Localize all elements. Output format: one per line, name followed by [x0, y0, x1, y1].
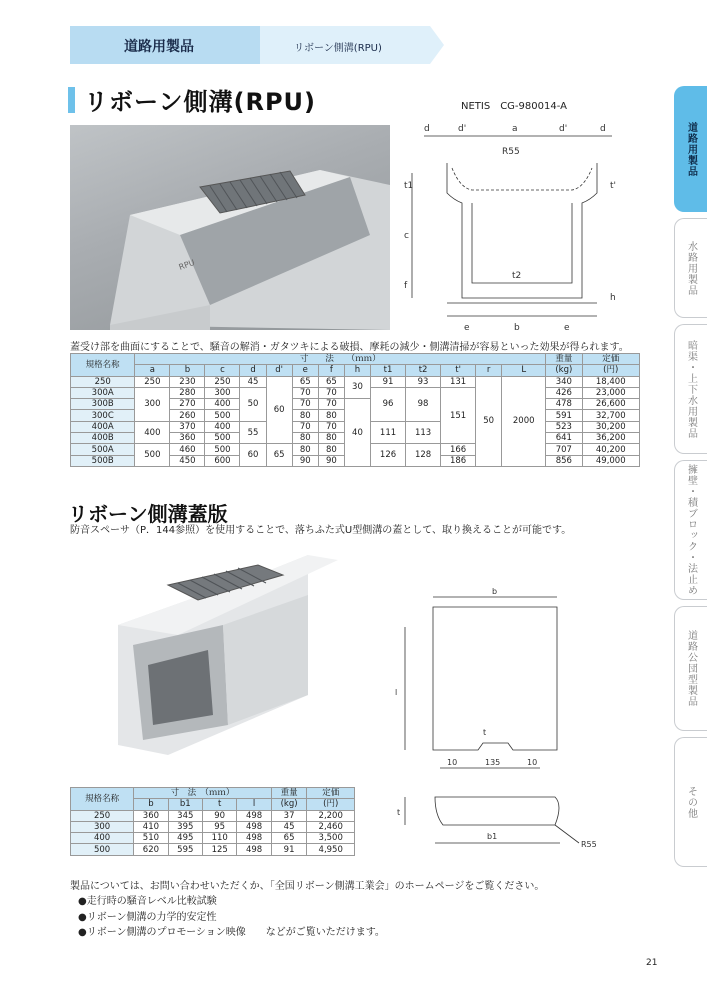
cover-description: 防音スペーサ（P．144参照）を使用することで、落ちふた式U型側溝の蓋として、取り換えることが可能です。	[70, 525, 572, 536]
netis-number: NETIS CG-980014-A	[461, 101, 567, 112]
th-price: 定価	[582, 354, 640, 365]
label-l: l	[395, 688, 398, 697]
title-accent-bar	[68, 87, 75, 113]
table-row: 500A 500 460 500 60 65 80 80 126 128 166 707 40,200	[71, 444, 640, 455]
note-intro: 製品については、お問い合わせいただくか、「全国リボーン側溝工業会」のホームページをご覧ください。	[70, 881, 545, 892]
label-d-right: d	[600, 124, 606, 134]
section-title-cover: リボーン側溝蓋版	[68, 502, 228, 526]
note-bullet: ●リボーン側溝の力学的安定性	[78, 911, 217, 923]
label-dp-right: d'	[559, 124, 568, 134]
header-subcategory: リボーン側溝(RPU)	[260, 26, 430, 64]
th-col: d	[240, 365, 266, 376]
label-t: t	[397, 808, 401, 817]
tab-others[interactable]: その他	[674, 737, 707, 867]
product-photo-rpu	[70, 125, 390, 330]
page-header	[70, 26, 430, 64]
table-row: 250 360 345 90 498 37 2,200	[71, 810, 355, 821]
table-row: 400A 400 370 400 55 70 70 111 113 523 30,200	[71, 421, 640, 432]
label-135: 135	[485, 758, 501, 767]
label-t1: t1	[404, 181, 414, 191]
th-dims: 寸 法 （ｍｍ）	[135, 354, 546, 365]
label-f: f	[404, 281, 408, 291]
label-b1: b1	[487, 832, 498, 841]
table-row: 400B 360 500 80 80 641 36,200	[71, 433, 640, 444]
cross-section-drawing	[402, 118, 640, 340]
th-col: f	[318, 365, 344, 376]
label-c: c	[404, 231, 409, 241]
table-row: 300 410 395 95 498 45 2,460	[71, 821, 355, 832]
label-t-small: t	[483, 728, 487, 737]
tab-road-products[interactable]: 道路用製品	[674, 86, 707, 212]
header-category: 道路用製品	[70, 26, 260, 64]
cover-spec-table: 規格名称 寸 法 （ｍｍ） 重量 定価 b b1 t l (kg) (円) 250 360 345 90 498 37 2,200 300 410 395 95 498 45 2,460 400 510 495 110 498 65 3,500 500 620 595 125 498 91 4,950	[70, 787, 355, 856]
label-a: a	[512, 124, 518, 134]
tab-waterway-products[interactable]: 水路用製品	[674, 218, 707, 318]
th-col: d'	[266, 365, 292, 376]
th-col: r	[476, 365, 502, 376]
th-col: c	[205, 365, 240, 376]
label-t2: t2	[512, 271, 522, 281]
th-col: L	[502, 365, 546, 376]
category-sidebar	[674, 86, 707, 873]
label-e-right: e	[564, 323, 570, 333]
product-photo-cover	[108, 545, 368, 760]
label-10-left: 10	[447, 758, 458, 767]
page-title: リボーン側溝(RPU)	[84, 88, 317, 116]
label-b: b	[514, 323, 520, 333]
cover-drawing	[395, 585, 610, 855]
rpu-description: 蓋受け部を曲面にすることで、騒音の解消・ガタツキによる破損、摩耗の減少・側溝清掃が容易といった効果が得られます。	[70, 342, 629, 353]
note-bullet: ●走行時の騒音レベル比較試験	[78, 896, 217, 908]
th-col: h	[344, 365, 370, 376]
svg-text:RPU: RPU	[177, 257, 196, 272]
note-bullet: ●リボーン側溝のプロモーション映像 などがご覧いただけます。	[78, 926, 385, 938]
table-row: 300A 300 280 300 50 70 70 96 98 151 426 23,000	[71, 387, 640, 398]
th-col: b	[170, 365, 205, 376]
th-unit-price: (円)	[582, 365, 640, 376]
th-col: t2	[406, 365, 441, 376]
tab-retaining-wall[interactable]: 擁壁・積ブロック・法止め	[674, 460, 707, 600]
label-e-left: e	[464, 323, 470, 333]
label-d-left: d	[424, 124, 430, 134]
th-col: a	[135, 365, 170, 376]
tab-public-corp-products[interactable]: 道路公団型製品	[674, 606, 707, 731]
page-number: 21	[646, 958, 658, 968]
label-r55: R55	[502, 147, 520, 157]
table-row: 300C 260 500 80 80 591 32,700	[71, 410, 640, 421]
th-col: e	[292, 365, 318, 376]
label-r55-cover: R55	[581, 840, 597, 849]
label-b: b	[492, 587, 498, 596]
contact-note	[70, 879, 544, 940]
table-row: 500B 450 600 90 90 186 856 49,000	[71, 455, 640, 466]
label-h: h	[610, 293, 616, 303]
th-weight: 重量	[546, 354, 582, 365]
th-spec: 規格名称	[71, 354, 135, 377]
th-col: t'	[441, 365, 476, 376]
label-10-right: 10	[527, 758, 538, 767]
label-tp: t'	[610, 181, 617, 191]
label-dp-left: d'	[458, 124, 467, 134]
th-col: t1	[371, 365, 406, 376]
table-row: 500 620 595 125 498 91 4,950	[71, 844, 355, 855]
rpu-spec-table	[70, 353, 640, 467]
table-row: 400 510 495 110 498 65 3,500	[71, 833, 355, 844]
table-row: 300B 270 400 70 70 40 478 26,600	[71, 399, 640, 410]
th-unit-weight: (kg)	[546, 365, 582, 376]
tab-culvert-products[interactable]: 暗渠・上下水用製品	[674, 324, 707, 454]
table-row: 250 250 230 250 45 60 65 65 30 91 93 131 50 2000 340 18,400	[71, 376, 640, 387]
